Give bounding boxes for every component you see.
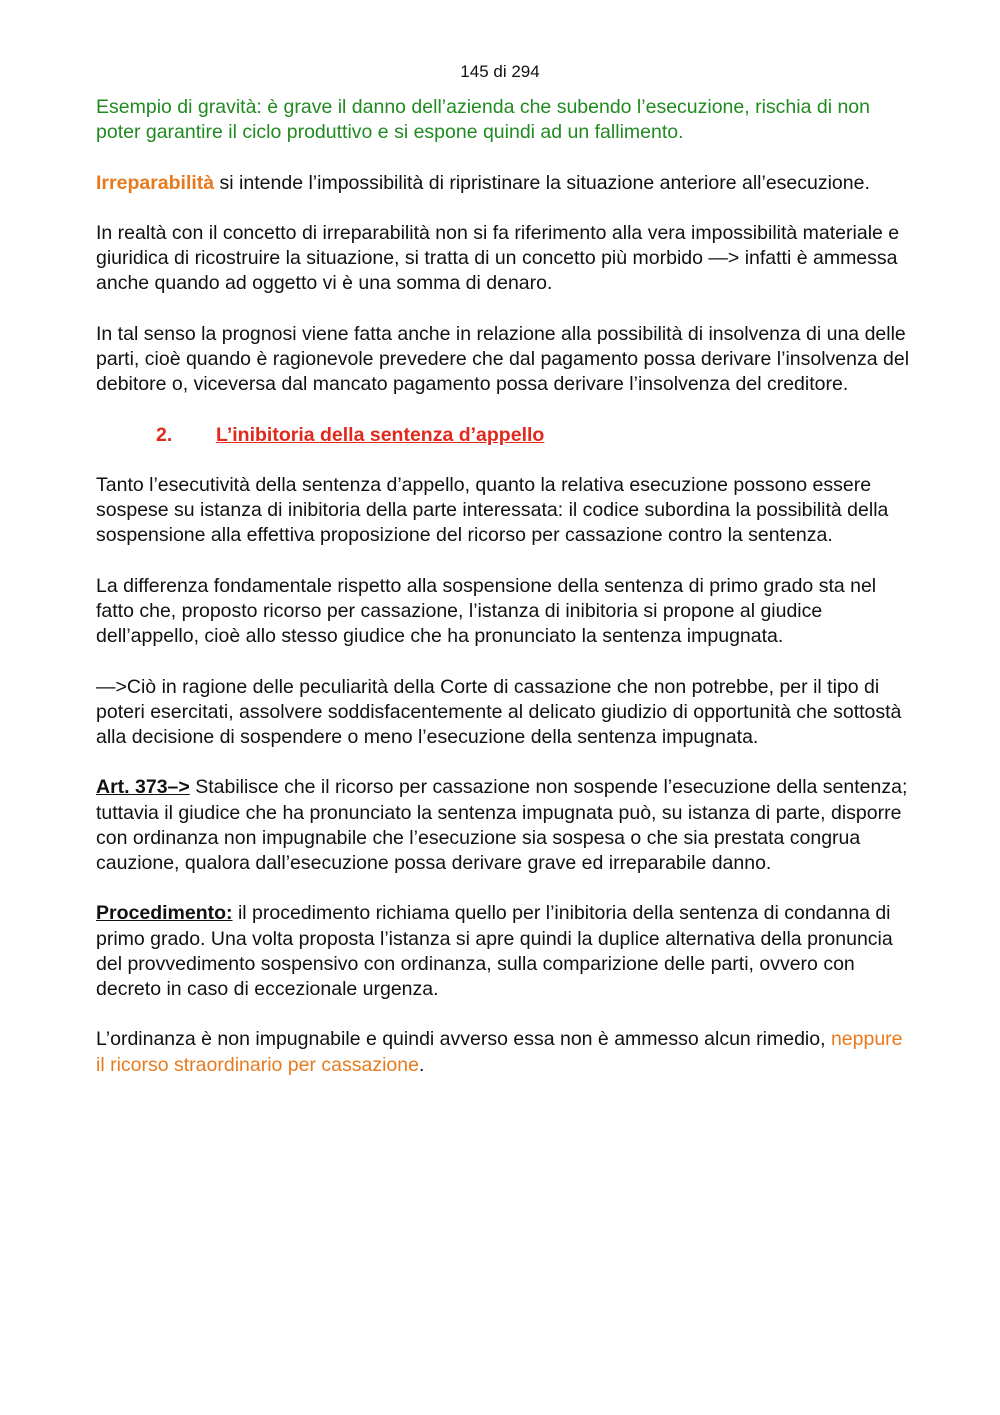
cassation-court-reason-paragraph: —>Ciò in ragione delle peculiarità della Corte di cassazione che non potrebbe, per il tipo di poteri esercitati, assolvere soddisfacentemente al delicato giudizio di opportunità che sottostà alla decisione di sospendere o meno l’esecuzione della sentenza impugnata.: [96, 675, 902, 748]
fundamental-difference-paragraph: La differenza fondamentale rispetto alla sospensione della sentenza di primo grado sta nel fatto che, proposto ricorso per cassazione, l’istanza di inibitoria si propone al giudice dell’appello, cioè allo stesso giudice che ha pronunciato la sentenza impugnata.: [96, 574, 877, 648]
ordinance-end: .: [418, 1053, 425, 1076]
insolvency-prognosis-paragraph: In tal senso la prognosi viene fatta anche in relazione alla possibilità di insolvenza di una delle parti, cioè quando è ragionevole prevedere che dal pagamento possa derivare l’insolvenza del debitore o, viceversa dal mancato pagamento possa derivare l’insolvenza del creditore.: [96, 322, 910, 396]
irreparability-definition-text: si intende l’impossibilità di ripristinare la situazione anteriore all’esecuzione.: [214, 171, 870, 194]
ordinance-highlight: neppure il ricorso straordinario per cassazione: [96, 1028, 903, 1076]
article-373-text: Stabilisce che il ricorso per cassazione non sospende l’esecuzione della sentenza; tuttavia il giudice che ha pronunciato la sentenza impugnata può, su istanza di parte, disporre con ordinanza non impugnabile che l’esecuzione sia sospesa o che sia prestata congrua cauzione, qualora dall’esecuzione possa derivare grave ed irreparabile danno.: [96, 776, 908, 874]
section-title: L’inibitoria della sentenza d’appello: [216, 423, 545, 446]
irreparability-term: Irreparabilità: [96, 171, 215, 194]
ordinance-paragraph: [96, 1027, 916, 1077]
procedure-text: il procedimento richiama quello per l’inibitoria della sentenza di condanna di primo grado. Una volta proposta l’istanza si apre quindi la duplice alternativa della pronuncia del provvedimento sospensivo con ordinanza, sulla comparizione delle parti, ovvero con decreto in caso di eccezionale urgenza.: [96, 902, 893, 1000]
document-body: [96, 95, 916, 1103]
procedure-paragraph: [96, 901, 916, 1002]
section-number: 2.: [156, 423, 173, 446]
procedure-label: Procedimento:: [96, 902, 233, 925]
irreparability-concept-paragraph: In realtà con il concetto di irreparabilità non si fa riferimento alla vera impossibilità materiale e giuridica di ricostruire la situazione, si tratta di un concetto più morbido —> infatti è ammessa anche quando ad oggetto vi è una somma di denaro.: [96, 221, 900, 295]
appeal-suspension-paragraph: Tanto l’esecutività della sentenza d’appello, quanto la relativa esecuzione possono essere sospese su istanza di inibitoria della parte interessata: il codice subordina la possibilità della sospensione alla effettiva proposizione del ricorso per cassazione contro la sentenza.: [96, 473, 889, 547]
article-373-paragraph: [96, 775, 916, 876]
ordinance-text: L’ordinanza è non impugnabile e quindi avverso essa non è ammesso alcun rimedio,: [96, 1028, 831, 1051]
example-gravity-paragraph: Esempio di gravità: è grave il danno dell’azienda che subendo l’esecuzione, rischia di non poter garantire il ciclo produttivo e si espone quindi ad un fallimento.: [96, 96, 870, 144]
article-373-label: Art. 373–>: [96, 776, 190, 799]
irreparability-definition-paragraph: [96, 171, 916, 196]
page-number: 145 di 294: [460, 62, 540, 81]
section-heading: [156, 423, 916, 448]
